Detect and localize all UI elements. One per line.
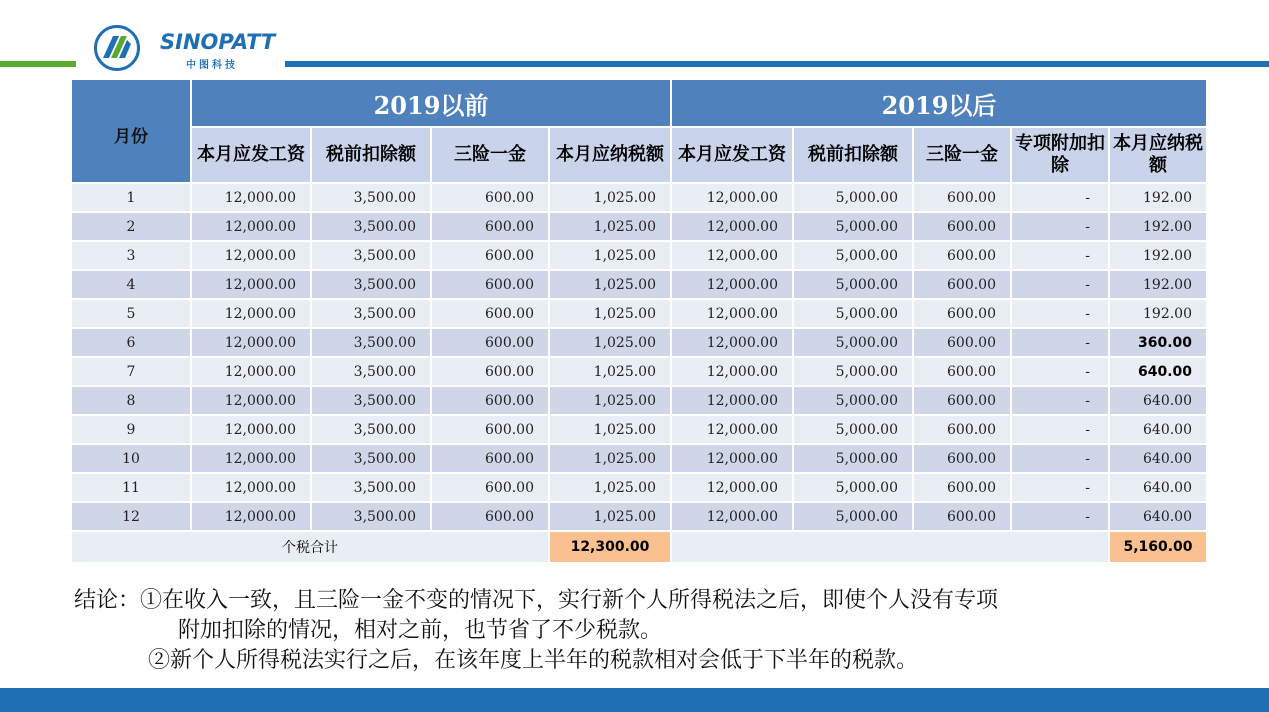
table-row xyxy=(72,416,1206,443)
cell-after-insurance: 600.00 xyxy=(914,358,1010,385)
cell-before-deduction: 3,500.00 xyxy=(312,474,430,501)
col-after-special-deduction: 专项附加扣除 xyxy=(1012,128,1108,182)
cell-before-deduction: 3,500.00 xyxy=(312,416,430,443)
table-row xyxy=(72,184,1206,211)
total-spacer xyxy=(672,532,1108,562)
total-before-value: 12,300.00 xyxy=(550,532,670,562)
cell-after-tax: 640.00 xyxy=(1110,503,1206,530)
cell-before-gross: 12,000.00 xyxy=(192,213,310,240)
table-row xyxy=(72,242,1206,269)
cell-before-gross: 12,000.00 xyxy=(192,445,310,472)
cell-before-gross: 12,000.00 xyxy=(192,474,310,501)
cell-month: 5 xyxy=(72,300,190,327)
cell-before-deduction: 3,500.00 xyxy=(312,213,430,240)
cell-after-gross: 12,000.00 xyxy=(672,213,792,240)
cell-before-deduction: 3,500.00 xyxy=(312,271,430,298)
cell-before-insurance: 600.00 xyxy=(432,271,548,298)
cell-before-insurance: 600.00 xyxy=(432,300,548,327)
cell-after-insurance: 600.00 xyxy=(914,445,1010,472)
cell-after-gross: 12,000.00 xyxy=(672,271,792,298)
cell-after-special: - xyxy=(1012,416,1108,443)
cell-after-gross: 12,000.00 xyxy=(672,503,792,530)
cell-before-insurance: 600.00 xyxy=(432,445,548,472)
cell-month: 11 xyxy=(72,474,190,501)
cell-after-deduction: 5,000.00 xyxy=(794,329,912,356)
cell-before-tax: 1,025.00 xyxy=(550,358,670,385)
cell-before-deduction: 3,500.00 xyxy=(312,358,430,385)
col-before-insurance: 三险一金 xyxy=(432,128,548,182)
before-2019-header: 2019以前 xyxy=(192,80,670,126)
cell-before-gross: 12,000.00 xyxy=(192,387,310,414)
cell-after-tax: 640.00 xyxy=(1110,387,1206,414)
table-row xyxy=(72,445,1206,472)
cell-after-deduction: 5,000.00 xyxy=(794,213,912,240)
cell-after-gross: 12,000.00 xyxy=(672,445,792,472)
cell-before-deduction: 3,500.00 xyxy=(312,445,430,472)
cell-after-deduction: 5,000.00 xyxy=(794,416,912,443)
cell-month: 3 xyxy=(72,242,190,269)
cell-after-deduction: 5,000.00 xyxy=(794,387,912,414)
cell-month: 9 xyxy=(72,416,190,443)
cell-after-special: - xyxy=(1012,300,1108,327)
cell-after-gross: 12,000.00 xyxy=(672,387,792,414)
cell-before-insurance: 600.00 xyxy=(432,416,548,443)
cell-after-deduction: 5,000.00 xyxy=(794,474,912,501)
cell-after-gross: 12,000.00 xyxy=(672,300,792,327)
cell-before-tax: 1,025.00 xyxy=(550,503,670,530)
cell-after-tax: 192.00 xyxy=(1110,184,1206,211)
cell-before-tax: 1,025.00 xyxy=(550,184,670,211)
cell-after-insurance: 600.00 xyxy=(914,387,1010,414)
table-row xyxy=(72,213,1206,240)
cell-after-special: - xyxy=(1012,474,1108,501)
cell-before-tax: 1,025.00 xyxy=(550,300,670,327)
cell-before-insurance: 600.00 xyxy=(432,242,548,269)
cell-after-insurance: 600.00 xyxy=(914,416,1010,443)
cell-before-tax: 1,025.00 xyxy=(550,416,670,443)
cell-after-deduction: 5,000.00 xyxy=(794,358,912,385)
cell-after-gross: 12,000.00 xyxy=(672,474,792,501)
cell-month: 4 xyxy=(72,271,190,298)
month-header: 月份 xyxy=(72,80,190,182)
cell-after-tax: 192.00 xyxy=(1110,213,1206,240)
cell-after-insurance: 600.00 xyxy=(914,184,1010,211)
cell-after-tax: 640.00 xyxy=(1110,474,1206,501)
cell-after-tax: 640.00 xyxy=(1110,416,1206,443)
after-2019-header: 2019以后 xyxy=(672,80,1206,126)
table-row xyxy=(72,271,1206,298)
cell-after-deduction: 5,000.00 xyxy=(794,445,912,472)
cell-after-deduction: 5,000.00 xyxy=(794,300,912,327)
cell-after-deduction: 5,000.00 xyxy=(794,184,912,211)
cell-after-tax: 192.00 xyxy=(1110,242,1206,269)
col-after-deduction: 税前扣除额 xyxy=(794,128,912,182)
col-before-tax: 本月应纳税额 xyxy=(550,128,670,182)
cell-month: 10 xyxy=(72,445,190,472)
cell-after-insurance: 600.00 xyxy=(914,503,1010,530)
cell-before-deduction: 3,500.00 xyxy=(312,387,430,414)
cell-before-deduction: 3,500.00 xyxy=(312,503,430,530)
cell-before-insurance: 600.00 xyxy=(432,213,548,240)
cell-month: 6 xyxy=(72,329,190,356)
cell-before-insurance: 600.00 xyxy=(432,184,548,211)
cell-after-special: - xyxy=(1012,242,1108,269)
cell-after-gross: 12,000.00 xyxy=(672,416,792,443)
total-label: 个税合计 xyxy=(72,532,548,562)
cell-after-insurance: 600.00 xyxy=(914,300,1010,327)
cell-before-tax: 1,025.00 xyxy=(550,329,670,356)
cell-before-insurance: 600.00 xyxy=(432,503,548,530)
col-after-gross-salary: 本月应发工资 xyxy=(672,128,792,182)
cell-before-deduction: 3,500.00 xyxy=(312,329,430,356)
cell-before-tax: 1,025.00 xyxy=(550,387,670,414)
cell-before-deduction: 3,500.00 xyxy=(312,184,430,211)
table-row xyxy=(72,474,1206,501)
table-row xyxy=(72,503,1206,530)
table-row xyxy=(72,358,1206,385)
table-row xyxy=(72,300,1206,327)
cell-after-special: - xyxy=(1012,184,1108,211)
cell-before-gross: 12,000.00 xyxy=(192,242,310,269)
col-before-deduction: 税前扣除额 xyxy=(312,128,430,182)
cell-before-insurance: 600.00 xyxy=(432,329,548,356)
cell-before-deduction: 3,500.00 xyxy=(312,242,430,269)
cell-before-gross: 12,000.00 xyxy=(192,271,310,298)
brand-subtitle: 中图科技 xyxy=(186,60,238,71)
cell-month: 2 xyxy=(72,213,190,240)
cell-after-special: - xyxy=(1012,445,1108,472)
cell-after-special: - xyxy=(1012,358,1108,385)
cell-before-insurance: 600.00 xyxy=(432,387,548,414)
header-green-bar xyxy=(0,61,76,67)
brand-name: SINOPATT xyxy=(160,30,276,54)
conclusion-text xyxy=(74,586,998,676)
cell-after-gross: 12,000.00 xyxy=(672,358,792,385)
cell-month: 12 xyxy=(72,503,190,530)
cell-after-insurance: 600.00 xyxy=(914,213,1010,240)
cell-after-special: - xyxy=(1012,387,1108,414)
cell-after-tax: 640.00 xyxy=(1110,445,1206,472)
cell-after-special: - xyxy=(1012,503,1108,530)
cell-before-tax: 1,025.00 xyxy=(550,445,670,472)
cell-after-special: - xyxy=(1012,271,1108,298)
cell-after-insurance: 600.00 xyxy=(914,271,1010,298)
conclusion-line-1: 结论：①在收入一致，且三险一金不变的情况下，实行新个人所得税法之后，即使个人没有专项 xyxy=(74,588,999,613)
col-after-insurance: 三险一金 xyxy=(914,128,1010,182)
cell-after-tax: 360.00 xyxy=(1110,329,1206,356)
cell-after-special: - xyxy=(1012,213,1108,240)
cell-month: 8 xyxy=(72,387,190,414)
cell-before-tax: 1,025.00 xyxy=(550,271,670,298)
cell-before-tax: 1,025.00 xyxy=(550,242,670,269)
cell-month: 1 xyxy=(72,184,190,211)
sinopatt-logo-icon xyxy=(94,25,140,71)
cell-after-insurance: 600.00 xyxy=(914,474,1010,501)
total-after-value: 5,160.00 xyxy=(1110,532,1206,562)
cell-after-tax: 192.00 xyxy=(1110,271,1206,298)
cell-before-gross: 12,000.00 xyxy=(192,503,310,530)
cell-after-insurance: 600.00 xyxy=(914,242,1010,269)
cell-after-gross: 12,000.00 xyxy=(672,242,792,269)
cell-before-tax: 1,025.00 xyxy=(550,474,670,501)
cell-before-insurance: 600.00 xyxy=(432,358,548,385)
table-row xyxy=(72,329,1206,356)
cell-after-deduction: 5,000.00 xyxy=(794,271,912,298)
cell-after-gross: 12,000.00 xyxy=(672,184,792,211)
tax-comparison-table xyxy=(70,78,1208,564)
cell-before-gross: 12,000.00 xyxy=(192,329,310,356)
cell-month: 7 xyxy=(72,358,190,385)
cell-before-tax: 1,025.00 xyxy=(550,213,670,240)
cell-before-gross: 12,000.00 xyxy=(192,184,310,211)
conclusion-line-3: ②新个人所得税法实行之后，在该年度上半年的税款相对会低于下半年的税款。 xyxy=(148,648,919,673)
cell-after-gross: 12,000.00 xyxy=(672,329,792,356)
cell-after-deduction: 5,000.00 xyxy=(794,503,912,530)
cell-after-tax: 192.00 xyxy=(1110,300,1206,327)
cell-before-gross: 12,000.00 xyxy=(192,300,310,327)
cell-before-insurance: 600.00 xyxy=(432,474,548,501)
col-after-tax: 本月应纳税额 xyxy=(1110,128,1206,182)
footer-blue-bar xyxy=(0,688,1269,712)
col-before-gross-salary: 本月应发工资 xyxy=(192,128,310,182)
cell-after-insurance: 600.00 xyxy=(914,329,1010,356)
table-row xyxy=(72,387,1206,414)
cell-after-deduction: 5,000.00 xyxy=(794,242,912,269)
header-blue-bar xyxy=(285,61,1269,67)
cell-before-gross: 12,000.00 xyxy=(192,358,310,385)
cell-before-deduction: 3,500.00 xyxy=(312,300,430,327)
conclusion-line-2: 附加扣除的情况，相对之前，也节省了不少税款。 xyxy=(178,618,663,643)
cell-before-gross: 12,000.00 xyxy=(192,416,310,443)
cell-after-special: - xyxy=(1012,329,1108,356)
cell-after-tax: 640.00 xyxy=(1110,358,1206,385)
total-row xyxy=(72,532,1206,562)
